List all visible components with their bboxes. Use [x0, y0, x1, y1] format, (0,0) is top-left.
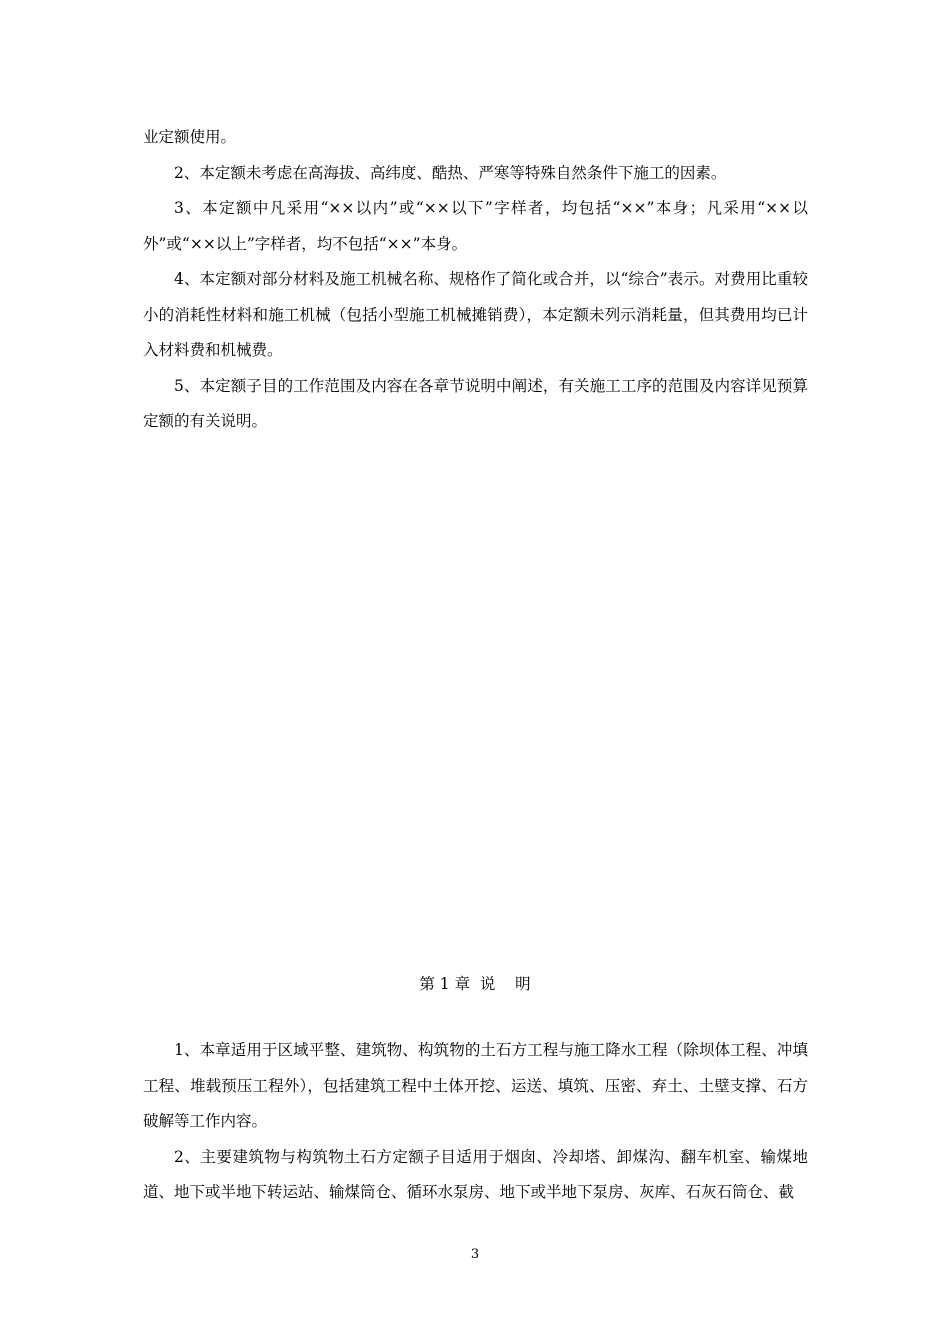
top-text-section [143, 120, 808, 440]
chapter-paragraph-2: 2、主要建筑物与构筑物土石方定额子目适用于烟囱、冷却塔、卸煤沟、翻车机室、输煤地道、地下或半地下转运站、输煤筒仓、循环水泵房、地下或半地下泵房、灰库、石灰石筒仓、截 [143, 1147, 808, 1201]
paragraph-continuation: 业定额使用。 [143, 128, 237, 146]
chapter-text-section [143, 1033, 808, 1211]
page-number: 3 [470, 1247, 480, 1262]
chapter-paragraph-1: 1、本章适用于区域平整、建筑物、构筑物的土石方工程与施工降水工程（除坝体工程、冲填工程、堆载预压工程外），包括建筑工程中土体开挖、运送、填筑、压密、弃土、土壁支撑、石方破解等工作内容。 [143, 1041, 808, 1130]
paragraph-item-3: 3、本定额中凡采用“××以内”或“××以下”字样者，均包括“××”本身；凡采用“××以外”或“××以上”字样者，均不包括“××”本身。 [143, 199, 808, 253]
chapter-title: 第 1 章 说 明 [419, 975, 531, 993]
paragraph-item-2: 2、本定额未考虑在高海拔、高纬度、酷热、严寒等特殊自然条件下施工的因素。 [174, 163, 727, 182]
paragraph-item-4: 4、本定额对部分材料及施工机械名称、规格作了简化或合并，以“综合”表示。对费用比重较小的消耗性材料和施工机械（包括小型施工机械摊销费），本定额未列示消耗量，但其费用均已计入材料费和机械费。 [143, 270, 808, 359]
paragraph-item-5: 5、本定额子目的工作范围及内容在各章节说明中阐述，有关施工工序的范围及内容详见预算定额的有关说明。 [143, 376, 808, 430]
